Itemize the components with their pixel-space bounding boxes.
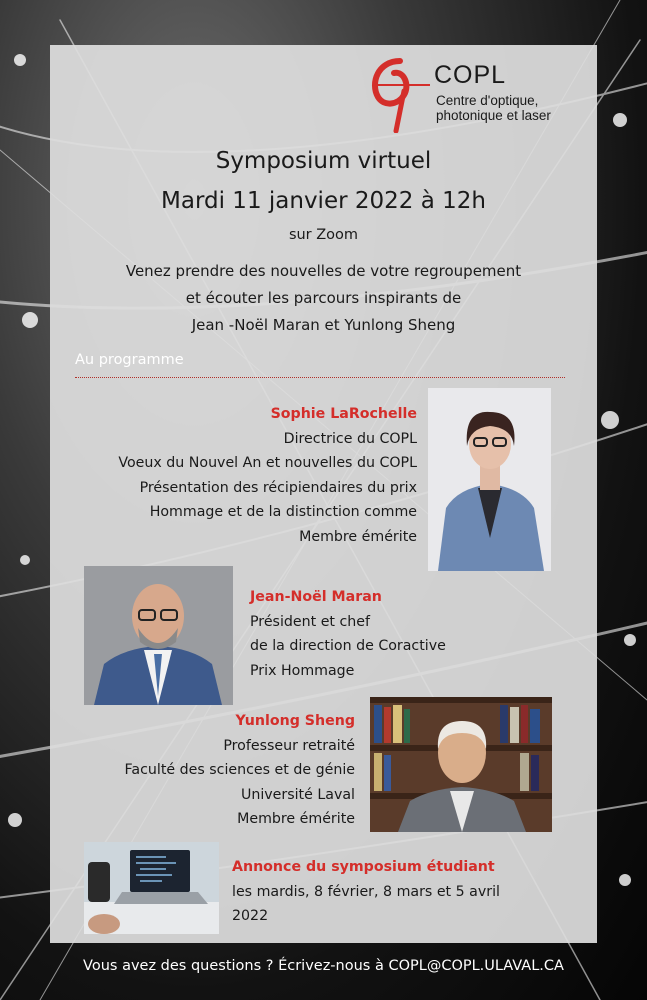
event-intro xyxy=(50,258,597,339)
speaker-name: Yunlong Sheng xyxy=(235,713,355,729)
logo-subtitle-line: Centre d'optique, xyxy=(436,93,539,108)
speaker-line: Hommage et de la distinction comme xyxy=(149,504,417,520)
intro-line: et écouter les parcours inspirants de xyxy=(185,289,462,307)
speaker-jean-noel-maran xyxy=(250,585,446,683)
speaker-line: Faculté des sciences et de génie xyxy=(124,762,355,778)
logo-subtitle xyxy=(436,93,596,123)
event-title: Symposium virtuel xyxy=(215,148,432,174)
photo-laptop xyxy=(84,842,219,934)
intro-line: Venez prendre des nouvelles de votre regroupement xyxy=(125,262,522,280)
event-date: Mardi 11 janvier 2022 à 12h xyxy=(161,188,486,214)
speaker-line: Université Laval xyxy=(240,786,355,803)
speaker-line: Membre émérite xyxy=(299,528,417,545)
speaker-name: Sophie LaRochelle xyxy=(270,406,417,422)
student-symposium xyxy=(232,855,500,929)
contact-footer: Vous avez des questions ? Écrivez-nous à COPL@COPL.ULAVAL.CA xyxy=(83,958,564,974)
speaker-line: les mardis, 8 février, 8 mars et 5 avril xyxy=(232,883,500,900)
intro-line: Jean -Noël Maran et Yunlong Sheng xyxy=(191,316,456,334)
speaker-name: Jean-Noël Maran xyxy=(250,589,382,605)
speaker-line: Présentation des récipiendaires du prix xyxy=(139,479,417,496)
program-heading: Au programme xyxy=(75,352,184,368)
speaker-line: Voeux du Nouvel An et nouvelles du COPL xyxy=(118,455,417,471)
speaker-line: Professeur retraité xyxy=(223,737,355,754)
photo-yunlong-sheng xyxy=(370,697,552,832)
copl-logo-mark-icon xyxy=(364,55,434,133)
speaker-line: Prix Hommage xyxy=(250,662,355,679)
speaker-yunlong-sheng xyxy=(125,709,355,832)
speaker-line: de la direction de Coractive xyxy=(250,638,446,654)
speaker-name: Annonce du symposium étudiant xyxy=(232,859,495,875)
program-divider xyxy=(75,377,565,378)
speaker-line: Président et chef xyxy=(250,613,371,630)
speaker-line: Membre émérite xyxy=(237,811,355,827)
logo-subtitle-line: photonique et laser xyxy=(436,108,551,123)
photo-jean-noel-maran xyxy=(84,566,233,705)
photo-sophie-larochelle xyxy=(428,388,551,571)
logo-name: COPL xyxy=(434,61,507,89)
speaker-sophie-larochelle xyxy=(118,402,417,549)
copl-logo xyxy=(364,55,584,135)
speaker-line: 2022 xyxy=(232,908,269,924)
speaker-line: Directrice du COPL xyxy=(283,430,417,447)
event-platform: sur Zoom xyxy=(288,227,359,243)
